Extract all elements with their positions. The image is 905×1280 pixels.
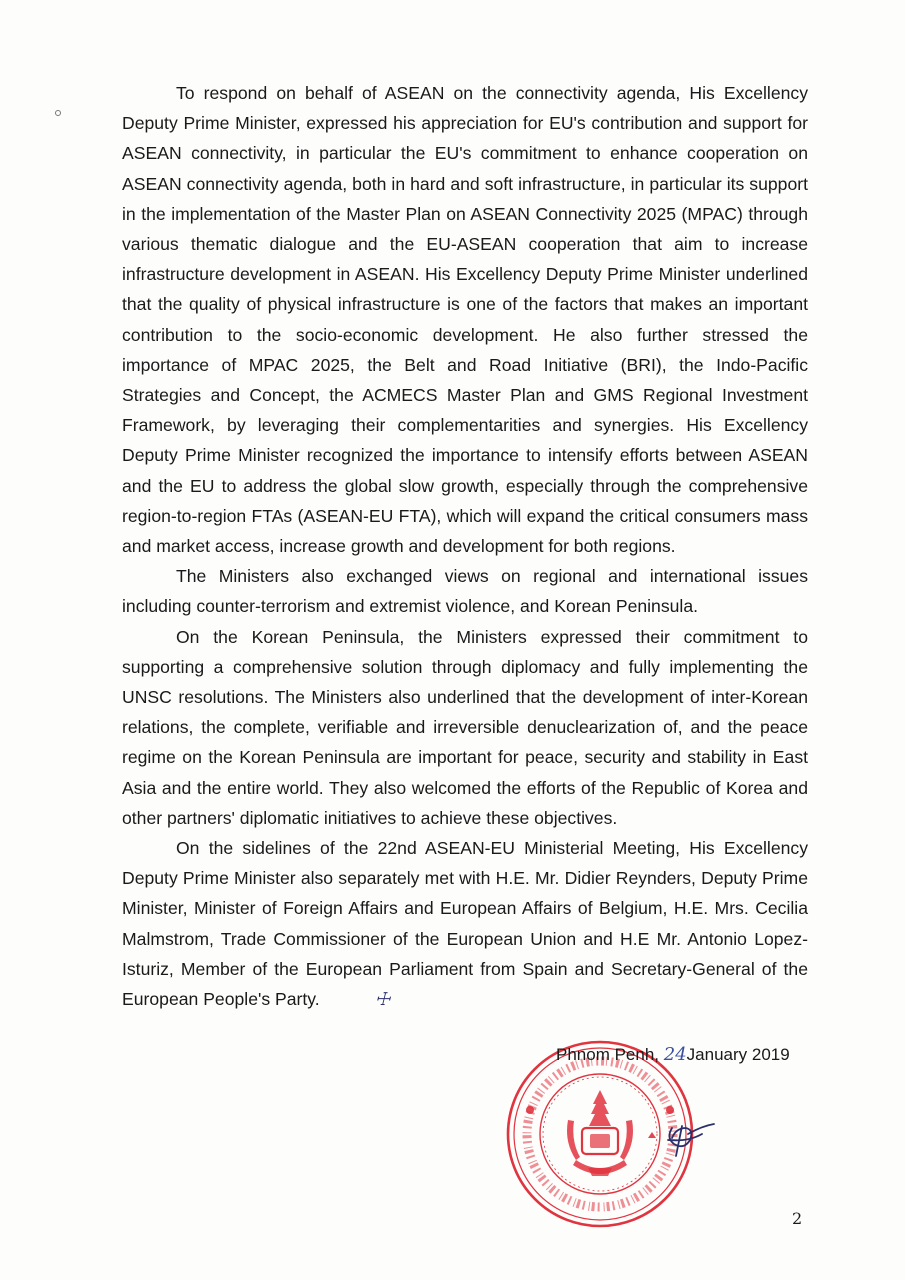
body-text [122, 78, 808, 1015]
paragraph-korean-peninsula: On the Korean Peninsula, the Ministers expressed their commitment to supporting a comprehensive solution through diplomacy and fully implementing the UNSC resolutions. The Ministers also underlined that the development of inter-Korean relations, the complete, verifiable and irreversible denuclearization of, and the peace regime on the Korean Peninsula are important for peace, security and stability in East Asia and the entire world. They also welcomed the efforts of the Republic of Korea and other partners' diplomatic initiatives to achieve these objectives. [122, 626, 808, 828]
paragraph-regional-issues: The Ministers also exchanged views on regional and international issues including counter-terrorism and extremist violence, and Korean Peninsula. [122, 566, 808, 617]
paragraph-sidelines-text: On the sidelines of the 22nd ASEAN-EU Ministerial Meeting, His Excellency Deputy Prime Minister also separately met with H.E. Mr. Didier Reynders, Deputy Prime Minister, Minister of Foreign Affairs and European Affairs of Belgium, H.E. Mrs. Cecilia Malmstrom, Trade Commissioner of the European Union and H.E Mr. Antonio Lopez-Isturiz, Member of the European Parliament from Spain and Secretary-General of the European People's Party. [122, 838, 808, 1010]
seal-star-right [666, 1106, 674, 1114]
month-year: January 2019 [686, 1045, 790, 1064]
signature [658, 1118, 718, 1162]
stray-mark [55, 110, 61, 116]
seal-star-left [526, 1106, 534, 1114]
place-date-line [556, 1044, 790, 1065]
seal-emblem [567, 1090, 633, 1176]
handwritten-day: 24 [663, 1044, 687, 1065]
place: Phnom Penh, [556, 1045, 664, 1064]
paragraph-sidelines [122, 833, 808, 1015]
page-number: 2 [792, 1209, 803, 1228]
paragraph-connectivity: To respond on behalf of ASEAN on the connectivity agenda, His Excellency Deputy Prime Minister, expressed his appreciation for EU's contribution and support for ASEAN connectivity, in particular the EU's commitment to enhance cooperation on ASEAN connectivity agenda, both in hard and soft infrastructure, in particular its support in the implementation of the Master Plan on ASEAN Connectivity 2025 (MPAC) through various thematic dialogue and the EU-ASEAN cooperation that aim to increase infrastructure development in ASEAN. His Excellency Deputy Prime Minister underlined that the quality of physical infrastructure is one of the factors that makes an important contribution to the socio-economic development. He also further stressed the importance of MPAC 2025, the Belt and Road Initiative (BRI), the Indo-Pacific Strategies and Concept, the ACMECS Master Plan and GMS Regional Investment Framework, by leveraging their complementarities and synergies. His Excellency Deputy Prime Minister recognized the importance to intensify efforts between ASEAN and the EU to address the global slow growth, especially through the comprehensive region-to-region FTAs (ASEAN-EU FTA), which will expand the critical consumers mass and market access, increase growth and development for both regions. [122, 83, 808, 557]
handwritten-initials: ☩ [374, 990, 391, 1011]
seal-mark-right [648, 1132, 656, 1138]
